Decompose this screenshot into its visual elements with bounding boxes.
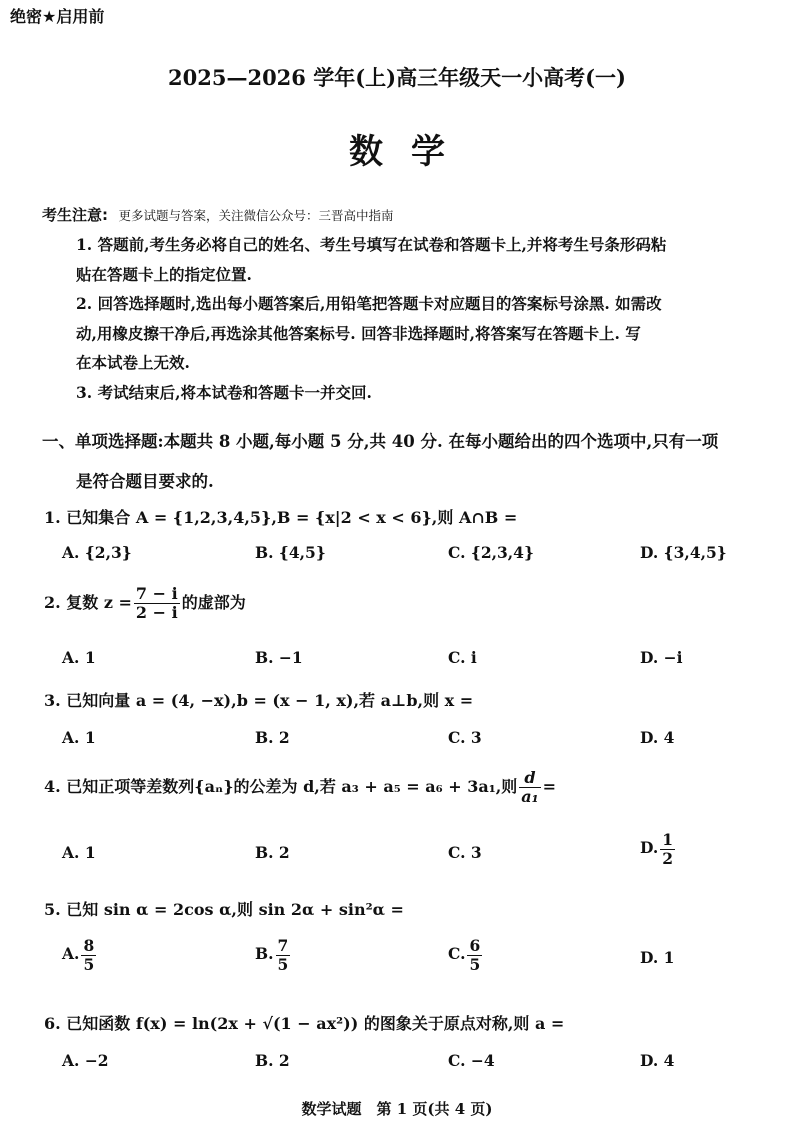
q5-option-d: D. 1	[640, 948, 675, 967]
notice-ad: 更多试题与答案，关注微信公众号：三晋高中指南	[118, 208, 394, 223]
q5-a-fraction	[81, 938, 96, 972]
q1-option-d: D. {3,4,5}	[640, 543, 727, 562]
q2-denominator: 2 − i	[135, 603, 178, 622]
q4-fraction	[519, 770, 540, 805]
q5-c-fraction	[467, 938, 482, 972]
q4-option-d-label: D.	[640, 838, 659, 857]
q1-option-c: C. {2,3,4}	[448, 543, 534, 562]
q5-c-numerator: 6	[469, 936, 481, 955]
section-heading	[42, 422, 782, 502]
question-2-stem	[44, 586, 246, 621]
q2-option-d: D. −i	[640, 648, 683, 667]
q2-numerator: 7 − i	[135, 584, 178, 603]
section-line: 是符合题目要求的.	[76, 472, 214, 491]
section-line: 一、单项选择题:本题共 8 小题,每小题 5 分,共 40 分. 在每小题给出的四个选项中,只有一项	[42, 432, 719, 451]
q5-option-b-label: B.	[255, 944, 274, 963]
q4-option-b: B. 2	[255, 843, 290, 862]
notice-item-cont: 在本试卷上无效.	[76, 353, 190, 372]
q3-option-b: B. 2	[255, 728, 290, 747]
notice-item: 2. 回答选择题时,选出每小题答案后,用铅笔把答题卡对应题目的答案标号涂黑. 如需改	[76, 294, 662, 313]
q4-d-denominator: 2	[662, 848, 674, 868]
q3-option-a: A. 1	[62, 728, 96, 747]
page-footer: 数学试题 第 1 页(共 4 页)	[301, 1100, 493, 1118]
notice-item-cont: 动,用橡皮擦干净后,再选涂其他答案标号. 回答非选择题时,将答案写在答题卡上. 写	[76, 323, 641, 343]
q2-suffix: 的虚部为	[181, 593, 246, 612]
q6-option-d: D. 4	[640, 1051, 675, 1070]
q5-option-a-label: A.	[62, 944, 80, 963]
question-6-stem: 6. 已知函数 f(x) = ln(2x + √(1 − ax²)) 的图象关于原点对称,则 a =	[44, 1014, 565, 1033]
notice-list	[76, 230, 776, 407]
q4-option-d	[640, 832, 677, 866]
q4-numerator: d	[519, 770, 540, 788]
q1-option-a: A. {2,3}	[62, 543, 132, 562]
q2-fraction	[134, 586, 180, 621]
q2-option-a: A. 1	[62, 648, 96, 667]
notice-item: 1. 答题前,考生务必将自己的姓名、考生号填写在试卷和答题卡上,并将考生号条形码粘	[76, 235, 667, 254]
q5-option-c-label: C.	[448, 944, 466, 963]
q4-option-d-fraction	[660, 832, 675, 866]
notice-label: 考生注意:	[42, 206, 108, 224]
q5-b-numerator: 7	[277, 936, 289, 955]
notice-item: 3. 考试结束后,将本试卷和答题卡一并交回.	[76, 382, 372, 402]
q4-suffix: =	[542, 777, 557, 796]
question-5-stem: 5. 已知 sin α = 2cos α,则 sin 2α + sin²α =	[44, 900, 404, 919]
confidential-mark: 绝密★启用前	[10, 7, 105, 26]
q2-prefix: 2. 复数 z =	[44, 593, 132, 612]
q6-option-c: C. −4	[448, 1051, 495, 1070]
q2-option-b: B. −1	[255, 648, 303, 667]
exam-title: 2025—2026 学年(上)高三年级天一小高考(一)	[168, 65, 626, 90]
q6-option-a: A. −2	[62, 1051, 109, 1070]
q5-c-denominator: 5	[469, 954, 481, 974]
q5-b-denominator: 5	[277, 954, 289, 974]
q6-option-b: B. 2	[255, 1051, 290, 1070]
q4-d-numerator: 1	[662, 830, 674, 849]
notice-item-cont: 贴在答题卡上的指定位置.	[76, 264, 252, 284]
q4-option-c: C. 3	[448, 843, 482, 862]
q3-option-d: D. 4	[640, 728, 675, 747]
q1-option-b: B. {4,5}	[255, 543, 326, 562]
q5-a-denominator: 5	[83, 954, 95, 974]
q5-option-a	[62, 938, 98, 972]
q4-denominator: a₁	[521, 787, 539, 806]
q5-a-numerator: 8	[83, 936, 95, 955]
question-3-stem: 3. 已知向量 a = (4, −x),b = (x − 1, x),若 a⊥b,则 x =	[44, 691, 474, 710]
subject-title: 数学	[349, 132, 473, 172]
q3-option-c: C. 3	[448, 728, 482, 747]
question-1-stem: 1. 已知集合 A = {1,2,3,4,5},B = {x|2 < x < 6},则 A∩B =	[44, 508, 518, 527]
q4-option-a: A. 1	[62, 843, 96, 862]
q5-b-fraction	[276, 938, 291, 972]
q5-option-c	[448, 938, 484, 972]
q4-prefix: 4. 已知正项等差数列{aₙ}的公差为 d,若 a₃ + a₅ = a₆ + 3a₁,则	[44, 777, 518, 796]
q2-option-c: C. i	[448, 648, 477, 667]
question-4-stem	[44, 770, 556, 805]
q5-option-b	[255, 938, 292, 972]
notice-header	[42, 204, 393, 225]
